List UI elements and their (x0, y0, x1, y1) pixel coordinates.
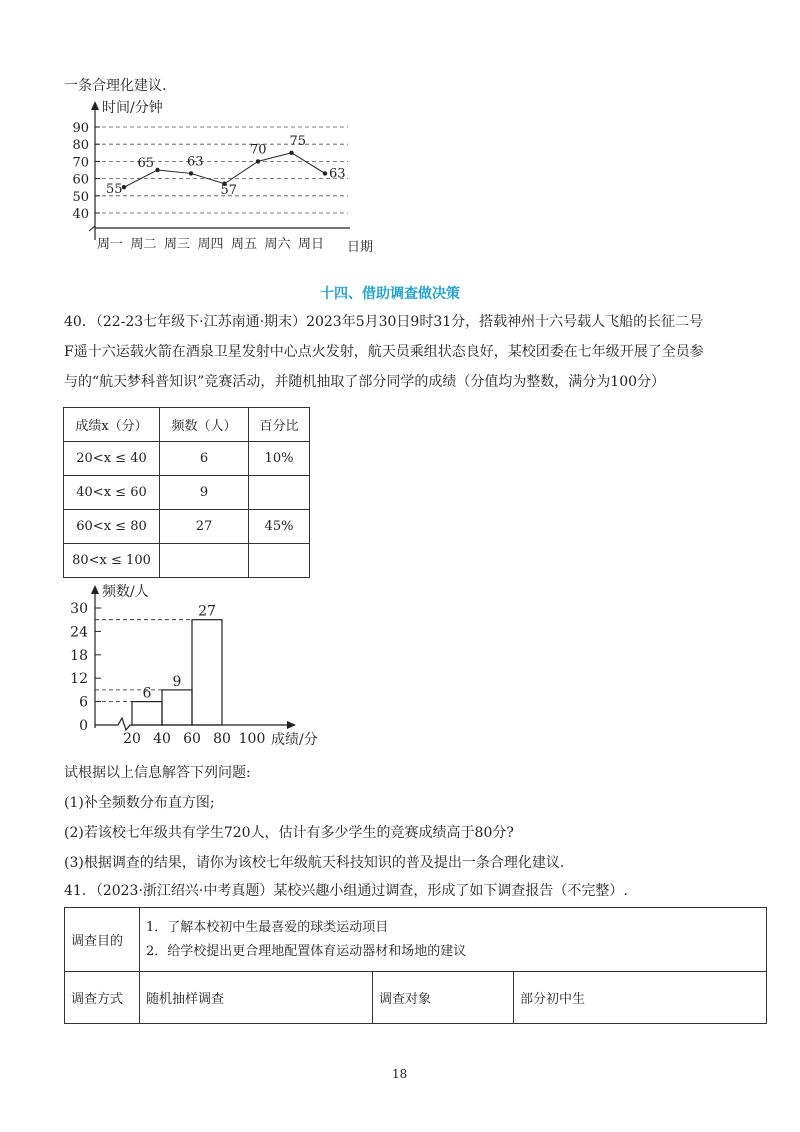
table-cell: 60<x ≤ 80 (64, 510, 160, 544)
data-label: 70 (250, 142, 267, 158)
y-tick-label: 30 (70, 601, 88, 617)
survey-report-table (64, 907, 767, 1024)
line-chart-y-label: 时间/分钟 (102, 100, 163, 116)
table-row (65, 972, 767, 1024)
y-tick-label: 12 (70, 671, 88, 688)
object-label: 调查对象 (373, 972, 514, 1024)
histogram-bar (132, 702, 162, 725)
q40-sub-2: (2)若该校七年级共有学生720人，估计有多少学生的竞赛成绩高于80分? (64, 825, 514, 841)
table-cell: 40<x ≤ 60 (64, 476, 160, 510)
x-tick-label: 周日 (297, 237, 325, 252)
histogram-x-label: 成绩/分 (271, 732, 318, 748)
x-tick-label: 60 (183, 731, 201, 747)
q40-sub-1: (1)补全频数分布直方图; (64, 795, 215, 811)
y-tick-label: 60 (72, 172, 89, 188)
q40-line-1: 40．（22-23七年级下·江苏南通·期末）2023年5月30日9时31分，搭载神州十六号载人飞船的长征二号 (64, 314, 704, 330)
y-tick-label: 40 (72, 207, 89, 222)
purpose-item-1: 1．了解本校初中生最喜爱的球类运动项目 (146, 919, 389, 935)
data-point (323, 171, 327, 175)
x-tick-label: 周二 (130, 237, 157, 252)
purpose-item-2: 2．给学校提出更合理地配置体育运动器材和场地的建议 (146, 943, 467, 959)
q40-line-3: 与的“航天梦科普知识”竞赛活动，并随机抽取了部分同学的成绩（分值均为整数，满分为100分） (64, 374, 666, 390)
method-label: 调查方式 (65, 972, 140, 1024)
data-label: 65 (137, 156, 155, 171)
q40-line-2: F遥十六运载火箭在酒泉卫星发射中心点火发射，航天员乘组状态良好，某校团委在七年级开展了全员参 (64, 344, 704, 360)
bar-value-label: 27 (198, 603, 216, 620)
data-point (189, 171, 193, 175)
data-label: 57 (220, 182, 238, 198)
data-point (155, 168, 159, 172)
purpose-label: 调查目的 (65, 908, 140, 972)
x-tick-label: 20 (123, 731, 141, 747)
section-title: 十四、借助调查做决策 (320, 286, 460, 302)
line-chart (60, 98, 390, 258)
q40-prompt: 试根据以上信息解答下列问题: (64, 765, 251, 781)
table-cell: 45% (249, 510, 310, 544)
bar-value-label: 6 (142, 685, 152, 702)
table-row (65, 908, 767, 972)
x-tick-label: 40 (153, 731, 171, 747)
table-cell: 27 (160, 510, 249, 544)
histogram-bar (162, 690, 192, 725)
table-cell: 6 (160, 442, 249, 476)
x-tick-label: 周四 (197, 237, 224, 252)
x-tick-label: 80 (213, 731, 231, 747)
line-chart-x-label: 日期 (347, 240, 374, 255)
data-point (256, 159, 260, 163)
method-value: 随机抽样调查 (140, 972, 373, 1024)
q40-sub-3: (3)根据调查的结果，请你为该校七年级航天科技知识的普及提出一条合理化建议. (64, 855, 565, 871)
frequency-table (63, 407, 310, 578)
intro-text: 一条合理化建议. (64, 78, 167, 94)
x-tick-label: 周五 (230, 237, 258, 252)
table-cell (249, 544, 310, 578)
histogram-y-label: 频数/人 (102, 584, 149, 600)
table-cell (249, 476, 310, 510)
x-tick-label: 周一 (96, 237, 124, 252)
x-tick-label: 100 (238, 731, 266, 747)
table-cell: 10% (249, 442, 310, 476)
y-tick-label: 24 (70, 624, 88, 641)
x-tick-label: 周六 (264, 237, 291, 252)
y-tick-label: 6 (79, 694, 88, 711)
table-cell (160, 544, 249, 578)
table-cell: 80<x ≤ 100 (64, 544, 160, 578)
bar-value-label: 9 (172, 673, 182, 690)
table-row (64, 510, 310, 544)
frequency-table-header (64, 408, 310, 442)
purpose-content (140, 908, 767, 972)
table-cell: 20<x ≤ 40 (64, 442, 160, 476)
y-tick-label: 18 (70, 647, 88, 664)
y-tick-label: 70 (72, 155, 89, 171)
histogram-bar (192, 620, 222, 725)
data-label: 63 (187, 154, 204, 170)
header-score: 成绩x（分） (64, 408, 160, 442)
header-percent: 百分比 (249, 408, 310, 442)
y-tick-label: 90 (72, 121, 89, 136)
q41-line-1: 41．（2023·浙江绍兴·中考真题）某校兴趣小组通过调查，形成了如下调查报告（不完整）. (64, 883, 628, 899)
y-tick-label: 0 (79, 718, 88, 734)
table-row (64, 544, 310, 578)
table-row (64, 442, 310, 476)
table-row (64, 476, 310, 510)
x-tick-label: 周三 (163, 237, 191, 252)
data-label: 55 (106, 182, 123, 198)
y-tick-label: 50 (72, 189, 89, 205)
y-tick-label: 80 (72, 138, 89, 154)
data-label: 63 (329, 166, 346, 182)
page-number: 18 (392, 1067, 408, 1081)
object-value: 部分初中生 (514, 972, 767, 1024)
table-cell: 9 (160, 476, 249, 510)
header-frequency: 频数（人） (160, 408, 249, 442)
data-point (289, 151, 293, 155)
data-label: 75 (289, 133, 307, 149)
histogram-chart (60, 580, 340, 750)
